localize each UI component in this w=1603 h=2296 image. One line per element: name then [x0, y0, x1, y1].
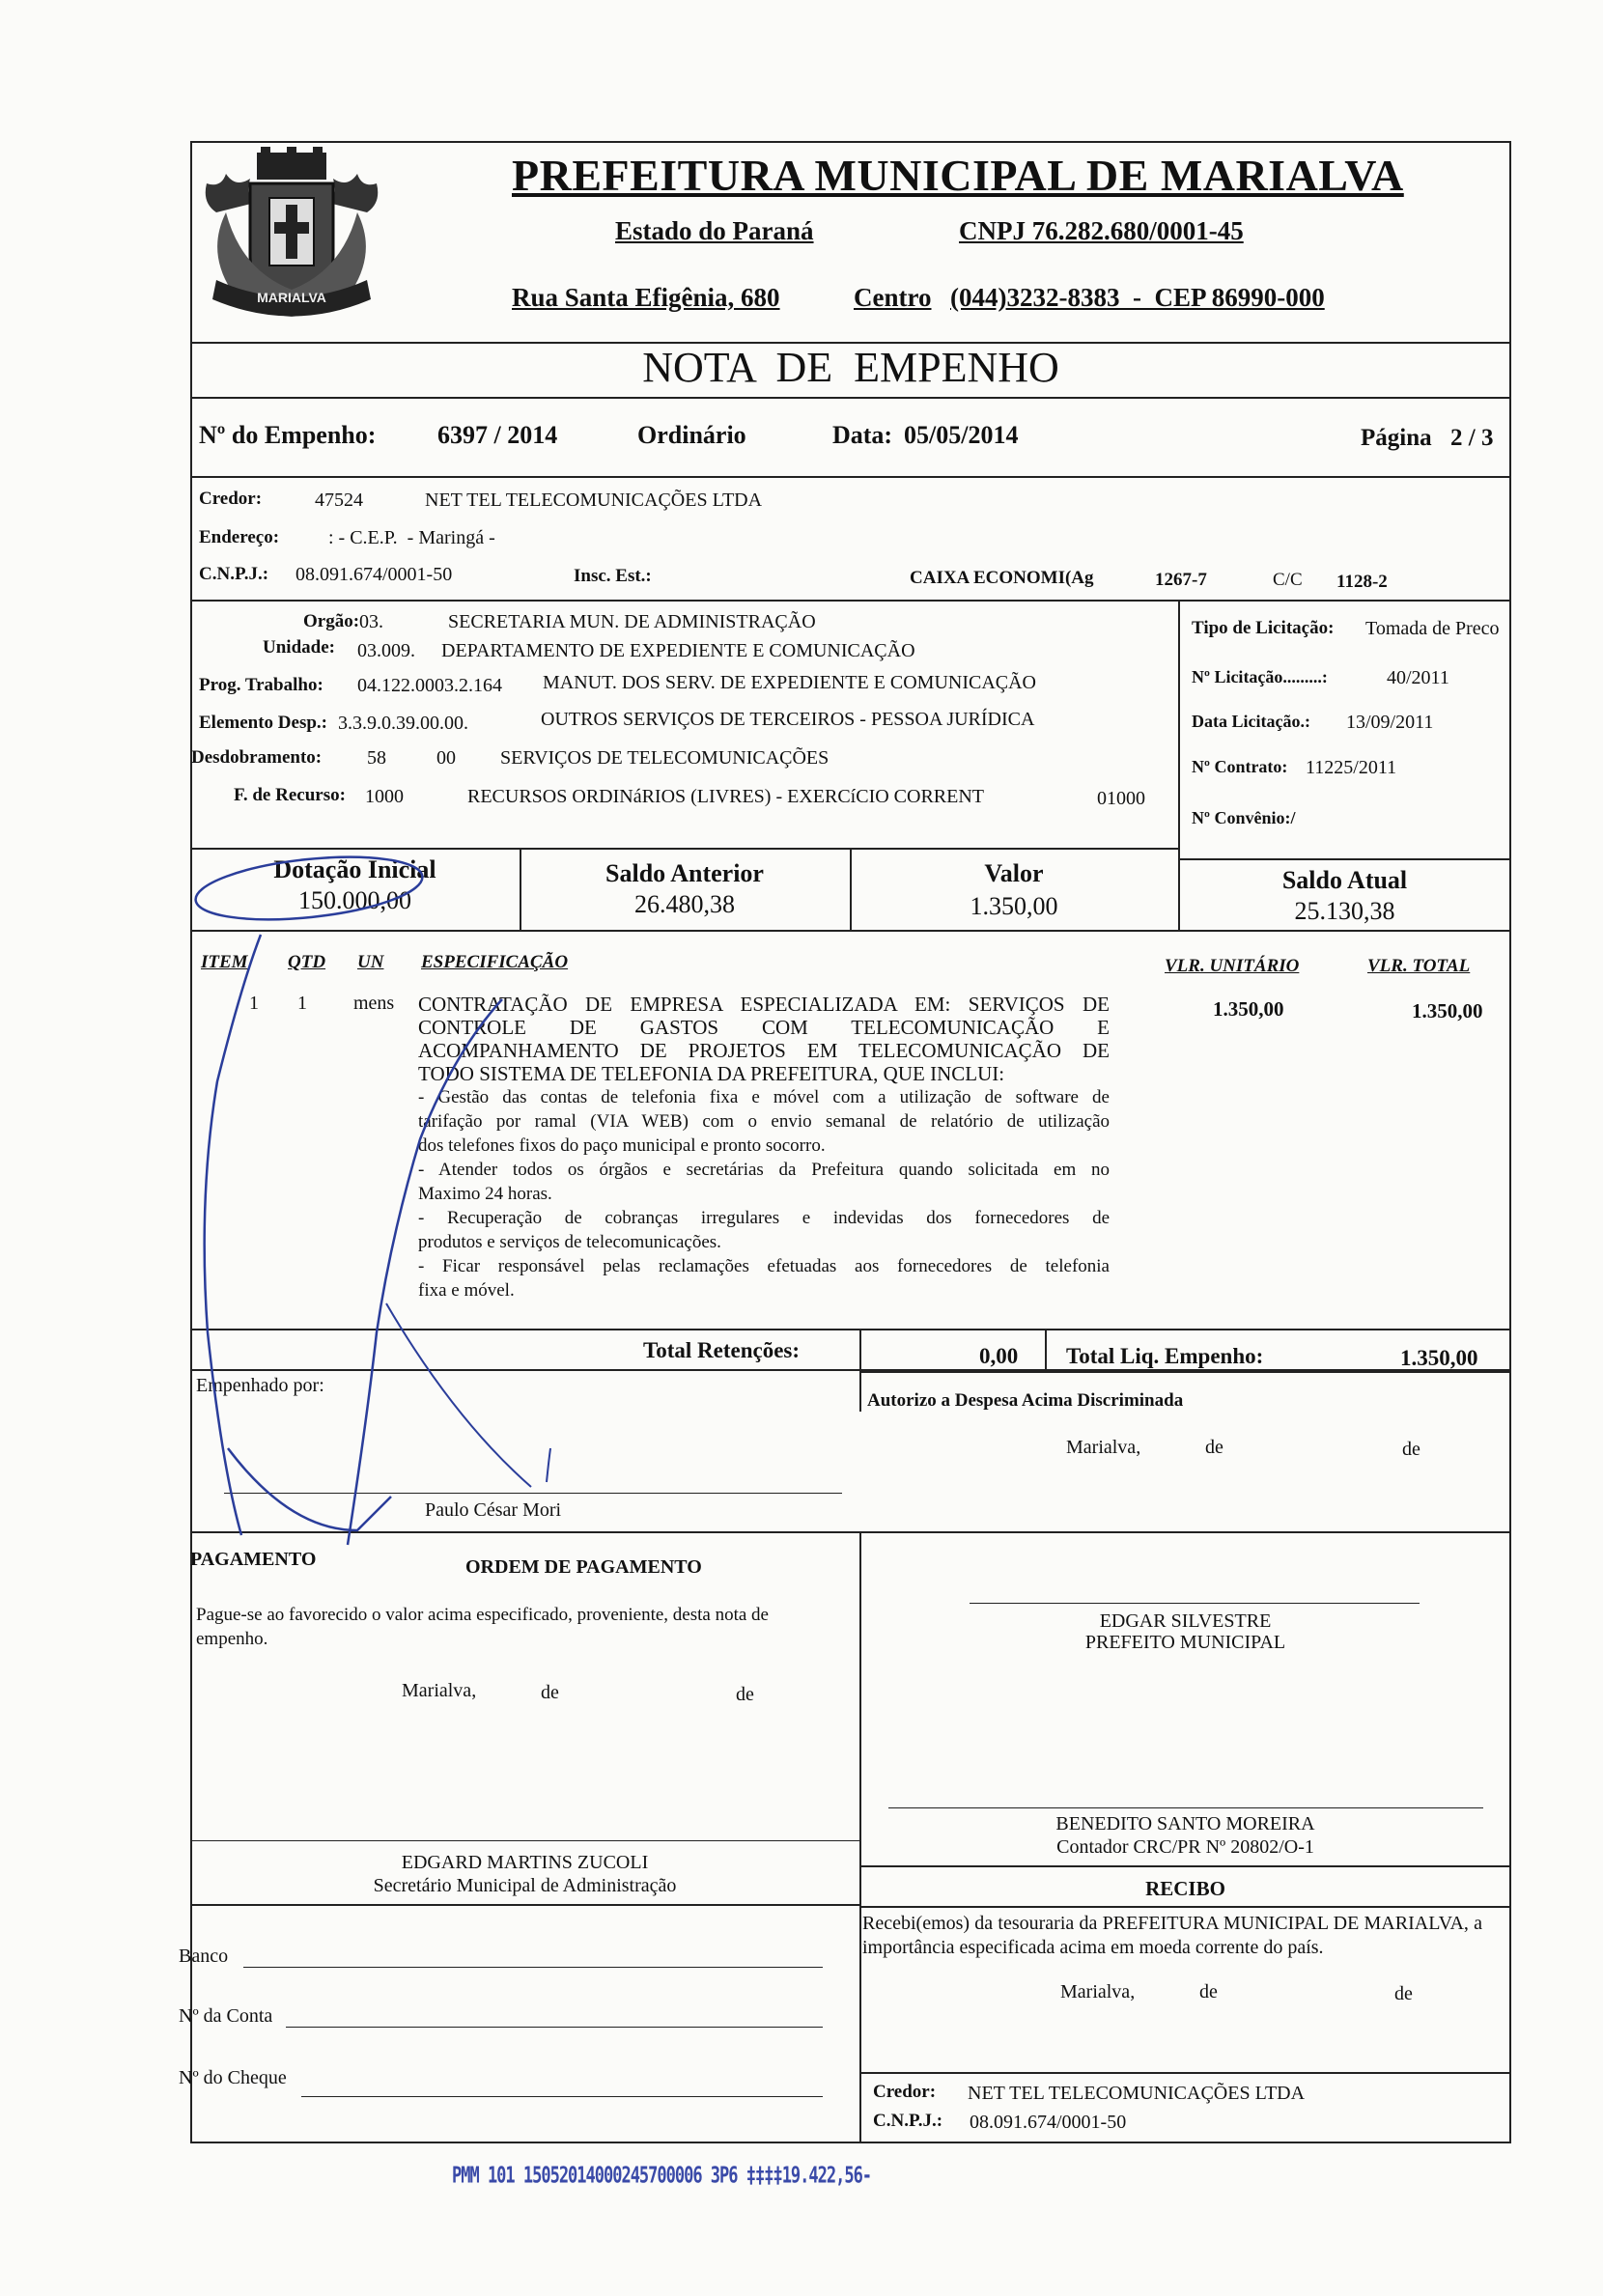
total-liquido-label: Total Liq. Empenho: [1066, 1344, 1264, 1368]
conta-label: Nº da Conta [179, 2005, 273, 2027]
pagamento-place: Marialva, [402, 1680, 477, 1701]
col-item: ITEM [201, 952, 248, 972]
org-address: Rua Santa Efigênia, 680 [512, 283, 780, 312]
empenho-type: Ordinário [637, 421, 746, 449]
contador-name: BENEDITO SANTO MOREIRA [1055, 1813, 1315, 1834]
conta-field[interactable] [286, 2027, 823, 2028]
spec-line: produtos e serviços de telecomunicações. [418, 1232, 721, 1252]
recibo-credor: NET TEL TELECOMUNICAÇÕES LTDA [968, 2083, 1306, 2104]
spec-line: - Recuperação de cobranças irregulares e indevidas dos fornecedores de [418, 1208, 1110, 1228]
spec-line: TODO SISTEMA DE TELEFONIA DA PREFEITURA, QUE INCLUI: [418, 1062, 1005, 1085]
recibo-cnpj-label: C.N.P.J.: [873, 2111, 943, 2131]
total-retencoes-value: 0,00 [979, 1344, 1019, 1368]
prefeito-name: EDGAR SILVESTRE [1099, 1610, 1272, 1632]
fonte-desc: RECURSOS ORDINáRIOS (LIVRES) - EXERCíCIO CORRENT [467, 786, 985, 807]
elemento-desc: OUTROS SERVIÇOS DE TERCEIROS - PESSOA JURÍDICA [541, 709, 1035, 730]
pagamento-de2: de [736, 1684, 754, 1705]
org-title: PREFEITURA MUNICIPAL DE MARIALVA [512, 151, 1404, 200]
divider [190, 1904, 859, 1906]
banco-field[interactable] [243, 1967, 823, 1968]
orgao-desc: SECRETARIA MUN. DE ADMINISTRAÇÃO [448, 611, 816, 632]
fonte-ref: 01000 [1097, 788, 1145, 809]
state-name: Estado do Paraná [615, 216, 814, 245]
empenhado-label: Empenhado por: [196, 1375, 324, 1396]
unidade-label: Unidade: [263, 637, 335, 658]
saldo-atual-label: Saldo Atual [1281, 866, 1408, 894]
cheque-field[interactable] [301, 2096, 823, 2097]
prog-label: Prog. Trabalho: [199, 675, 323, 695]
col-total-value: VLR. TOTAL [1367, 956, 1471, 976]
tipo-licitacao-label: Tipo de Licitação: [1192, 618, 1335, 638]
contrato-num: 11225/2011 [1306, 757, 1397, 778]
spec-line: tarifação por ramal (VIA WEB) com o envio semanal de relatório de utilização [418, 1111, 1110, 1132]
col-spec: ESPECIFICAÇÃO [421, 952, 569, 972]
licitacao-num: 40/2011 [1387, 667, 1449, 688]
ordem-pagamento-label: ORDEM DE PAGAMENTO [465, 1556, 702, 1578]
cheque-label: Nº do Cheque [179, 2067, 287, 2088]
licitacao-data: 13/09/2011 [1346, 712, 1434, 733]
recibo-credor-label: Credor: [873, 2082, 937, 2102]
licitacao-data-label: Data Licitação.: [1192, 712, 1310, 731]
item-total-value: 1.350,00 [1412, 999, 1483, 1022]
org-phone-cep: (044)3232-8383 - CEP 86990-000 [950, 283, 1325, 312]
empenho-date-label: Data: [832, 421, 893, 449]
bank-agency: 1267-7 [1155, 570, 1207, 590]
divider [190, 476, 1511, 478]
divider [859, 1865, 1511, 1867]
document-title: NOTA DE EMPENHO [642, 344, 1059, 391]
endereco-value: : - C.E.P. - Maringá - [328, 527, 495, 548]
elemento-code: 3.3.9.0.39.00.00. [338, 713, 468, 734]
divider [1178, 858, 1511, 860]
spec-line: - Gestão das contas de telefonia fixa e móvel com a utilização de software de [418, 1087, 1110, 1107]
divider [190, 600, 1511, 602]
desdobramento-code: 58 [367, 747, 386, 769]
divider-vertical [1045, 1329, 1047, 1369]
prog-desc: MANUT. DOS SERV. DE EXPEDIENTE E COMUNICAÇÃO [543, 672, 1036, 693]
credor-label: Credor: [199, 489, 263, 509]
item-unit-value: 1.350,00 [1213, 997, 1284, 1021]
insc-est-label: Insc. Est.: [574, 566, 652, 586]
spec-line: ACOMPANHAMENTO DE PROJETOS EM TELECOMUNICAÇÃO DE [418, 1039, 1110, 1062]
spec-line: fixa e móvel. [418, 1280, 515, 1301]
autorizo-de2: de [1402, 1439, 1420, 1460]
divider [190, 397, 1511, 399]
divider [859, 1371, 1511, 1373]
divider [190, 1531, 1511, 1533]
pagamento-de1: de [541, 1682, 559, 1703]
secretario-name: EDGARD MARTINS ZUCOLI [401, 1852, 649, 1873]
spec-line: - Ficar responsável pelas reclamações efetuadas aos fornecedores de telefonia [418, 1256, 1110, 1276]
saldo-anterior-value: 26.480,38 [634, 890, 735, 918]
dotacao-value: 150.000,00 [298, 886, 411, 914]
divider [190, 848, 1180, 850]
page-number: 2 / 3 [1450, 425, 1494, 451]
empenho-date: 05/05/2014 [904, 421, 1019, 449]
unidade-desc: DEPARTAMENTO DE EXPEDIENTE E COMUNICAÇÃO [441, 640, 915, 661]
desdobramento-label: Desdobramento: [191, 747, 323, 768]
page-label: Página [1361, 425, 1432, 451]
recibo-cnpj: 08.091.674/0001-50 [970, 2112, 1127, 2133]
orgao-code: 03. [359, 611, 383, 632]
pagamento-label: PAGAMENTO [190, 1549, 317, 1570]
contrato-label: Nº Contrato: [1192, 757, 1288, 776]
spec-line: dos telefones fixos do paço municipal e pronto socorro. [418, 1135, 826, 1156]
autorizo-text: Autorizo a Despesa Acima Discriminada [867, 1390, 1184, 1411]
total-retencoes-label: Total Retenções: [643, 1338, 801, 1362]
elemento-label: Elemento Desp.: [199, 713, 327, 733]
credor-cnpj: 08.091.674/0001-50 [295, 564, 453, 585]
empenho-number: 6397 / 2014 [437, 421, 558, 449]
recibo-de1: de [1199, 1981, 1218, 2002]
dotacao-label: Dotação Inicial [273, 855, 436, 883]
tipo-licitacao: Tomada de Preco [1365, 618, 1500, 639]
org-district: Centro [854, 283, 932, 312]
autorizo-place: Marialva, [1066, 1437, 1141, 1458]
item-specification [418, 993, 1110, 1302]
recibo-place: Marialva, [1060, 1981, 1136, 2002]
empenhado-signer: Paulo César Mori [425, 1499, 562, 1521]
municipal-crest-icon [197, 145, 386, 328]
autorizo-de1: de [1205, 1437, 1223, 1458]
prog-code: 04.122.0003.2.164 [357, 675, 502, 696]
banco-label: Banco [179, 1946, 229, 1967]
item-qtd: 1 [297, 993, 307, 1014]
col-unit-value: VLR. UNITÁRIO [1165, 956, 1300, 976]
desdobramento-desc: SERVIÇOS DE TELECOMUNICAÇÕES [500, 747, 830, 769]
cc-label: C/C [1273, 570, 1303, 590]
cc-number: 1128-2 [1336, 572, 1388, 592]
valor-value: 1.350,00 [970, 892, 1058, 920]
empenho-number-label: Nº do Empenho: [199, 421, 377, 449]
signature-line [224, 1493, 842, 1494]
item-un: mens [353, 993, 395, 1014]
unidade-code: 03.009. [357, 640, 415, 661]
recibo-title: RECIBO [1145, 1877, 1225, 1900]
item-number: 1 [249, 993, 259, 1014]
orgao-label: Orgão: [303, 611, 360, 631]
divider [190, 1329, 1511, 1330]
divider [190, 930, 1511, 932]
col-qtd: QTD [288, 952, 326, 972]
pagamento-text: Pague-se ao favorecido o valor acima especificado, proveniente, desta nota de empenho. [196, 1605, 769, 1649]
total-liquido-value: 1.350,00 [1400, 1346, 1478, 1370]
fonte-label: F. de Recurso: [234, 785, 346, 805]
signature-line [190, 1840, 859, 1841]
convenio-label: Nº Convênio:/ [1192, 808, 1296, 827]
spec-line: Maximo 24 horas. [418, 1184, 552, 1204]
divider [859, 1906, 1511, 1908]
spec-line: CONTRATAÇÃO DE EMPRESA ESPECIALIZADA EM: SERVIÇOS DE [418, 993, 1110, 1016]
desdobramento-sub: 00 [436, 747, 456, 769]
saldo-atual-value: 25.130,38 [1294, 897, 1395, 925]
spec-line: CONTROLE DE GASTOS COM TELECOMUNICAÇÃO E [418, 1016, 1110, 1039]
valor-label: Valor [984, 859, 1044, 887]
recibo-text: Recebi(emos) da tesouraria da PREFEITURA MUNICIPAL DE MARIALVA, a importância especificada acima em moeda corrente do país. [862, 1913, 1482, 1958]
spec-line: - Atender todos os órgãos e secretárias da Prefeitura quando solicitada em no [418, 1160, 1110, 1180]
cnpj-label: C.N.P.J.: [199, 564, 269, 584]
bank-name: CAIXA ECONOMI(Ag [910, 568, 1094, 588]
col-un: UN [357, 952, 384, 972]
endereco-label: Endereço: [199, 527, 280, 547]
licitacao-num-label: Nº Licitação.........: [1192, 667, 1328, 686]
contador-role: Contador CRC/PR Nº 20802/O-1 [1056, 1836, 1314, 1858]
divider [859, 2072, 1511, 2074]
fonte-code: 1000 [365, 786, 404, 807]
recibo-de2: de [1394, 1983, 1413, 2004]
signature-line [888, 1807, 1483, 1808]
divider-vertical [1178, 600, 1180, 858]
crest-banner-text: MARIALVA [257, 290, 326, 305]
bank-authentication-stamp: PMM 101 15052014000245700006 3P6 ‡‡‡‡19.422,56- [452, 2163, 872, 2189]
secretario-role: Secretário Municipal de Administração [373, 1875, 677, 1896]
credor-code: 47524 [315, 490, 363, 511]
signature-line [970, 1603, 1420, 1604]
saldo-anterior-label: Saldo Anterior [605, 859, 764, 887]
credor-name: NET TEL TELECOMUNICAÇÕES LTDA [425, 490, 763, 511]
prefeito-role: PREFEITO MUNICIPAL [1084, 1632, 1286, 1653]
org-cnpj: CNPJ 76.282.680/0001-45 [959, 216, 1244, 245]
